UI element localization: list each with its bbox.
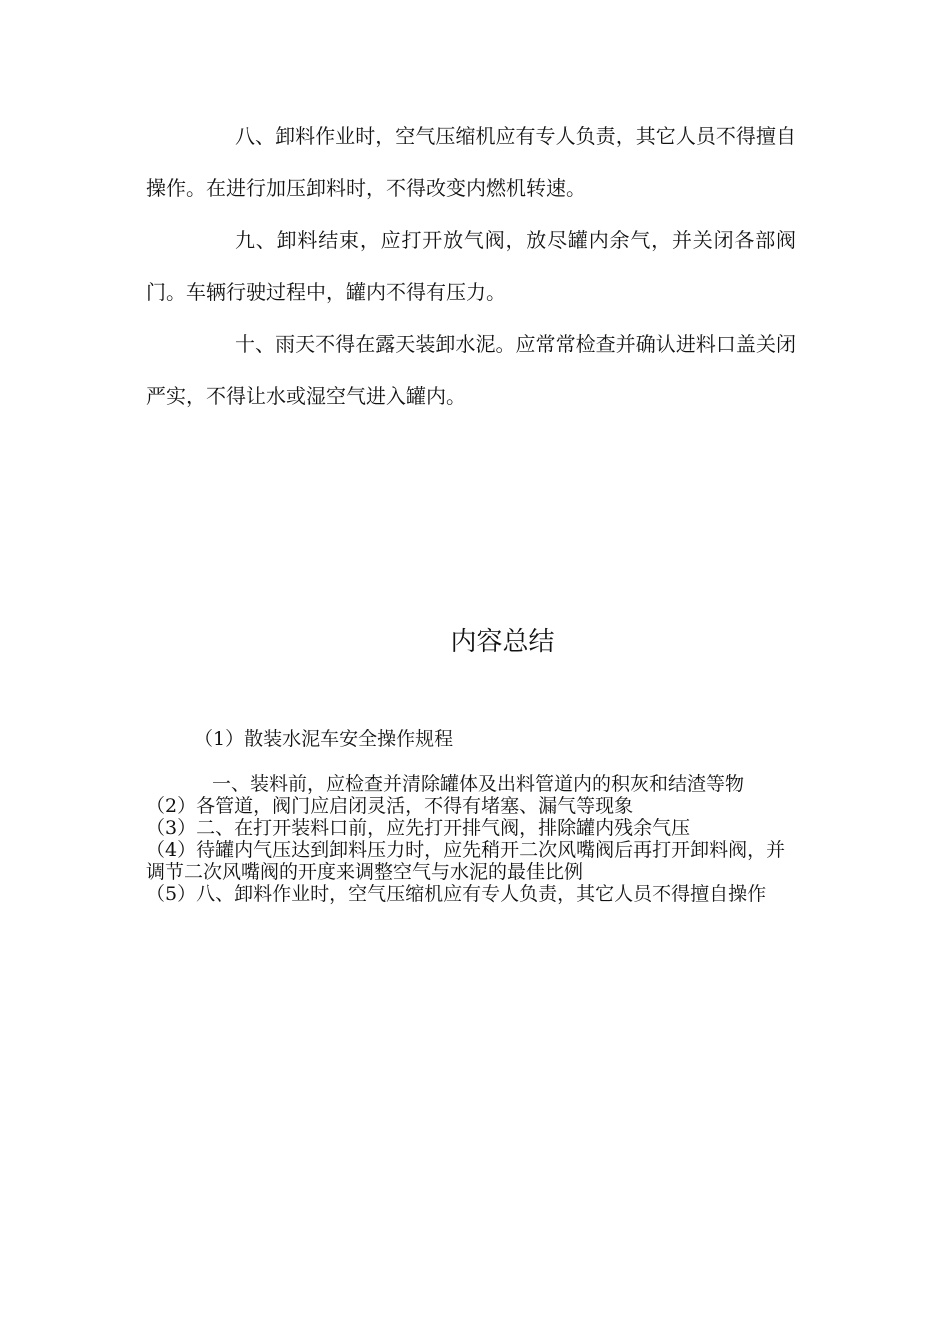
summary-item: 一、装料前，应检查并清除罐体及出料管道内的积灰和结渣等物 — [212, 773, 745, 795]
body-text-block — [146, 110, 796, 422]
body-paragraph-8: 八、卸料作业时，空气压缩机应有专人负责，其它人员不得擅自操作。在进行加压卸料时，不得改变内燃机转速。 — [146, 124, 796, 200]
summary-item: （5）八、卸料作业时，空气压缩机应有专人负责，其它人员不得擅自操作 — [146, 883, 767, 905]
body-paragraph-9: 九、卸料结束，应打开放气阀，放尽罐内余气，并关闭各部阀门。车辆行驶过程中，罐内不得有压力。 — [146, 228, 796, 304]
summary-subtitle: （1）散装水泥车安全操作规程 — [194, 728, 454, 750]
summary-item: （3）二、在打开装料口前，应先打开排气阀，排除罐内残余气压 — [146, 817, 691, 839]
summary-item: （2）各管道，阀门应启闭灵活，不得有堵塞、漏气等现象 — [146, 795, 634, 817]
summary-title: 内容总结 — [450, 627, 555, 657]
summary-list — [146, 773, 801, 905]
body-paragraph-10: 十、雨天不得在露天装卸水泥。应常常检查并确认进料口盖关闭严实，不得让水或湿空气进入罐内。 — [146, 332, 796, 408]
summary-item: （4）待罐内气压达到卸料压力时，应先稍开二次风嘴阀后再打开卸料阀，并调节二次风嘴阀的开度来调整空气与水泥的最佳比例 — [146, 839, 786, 883]
